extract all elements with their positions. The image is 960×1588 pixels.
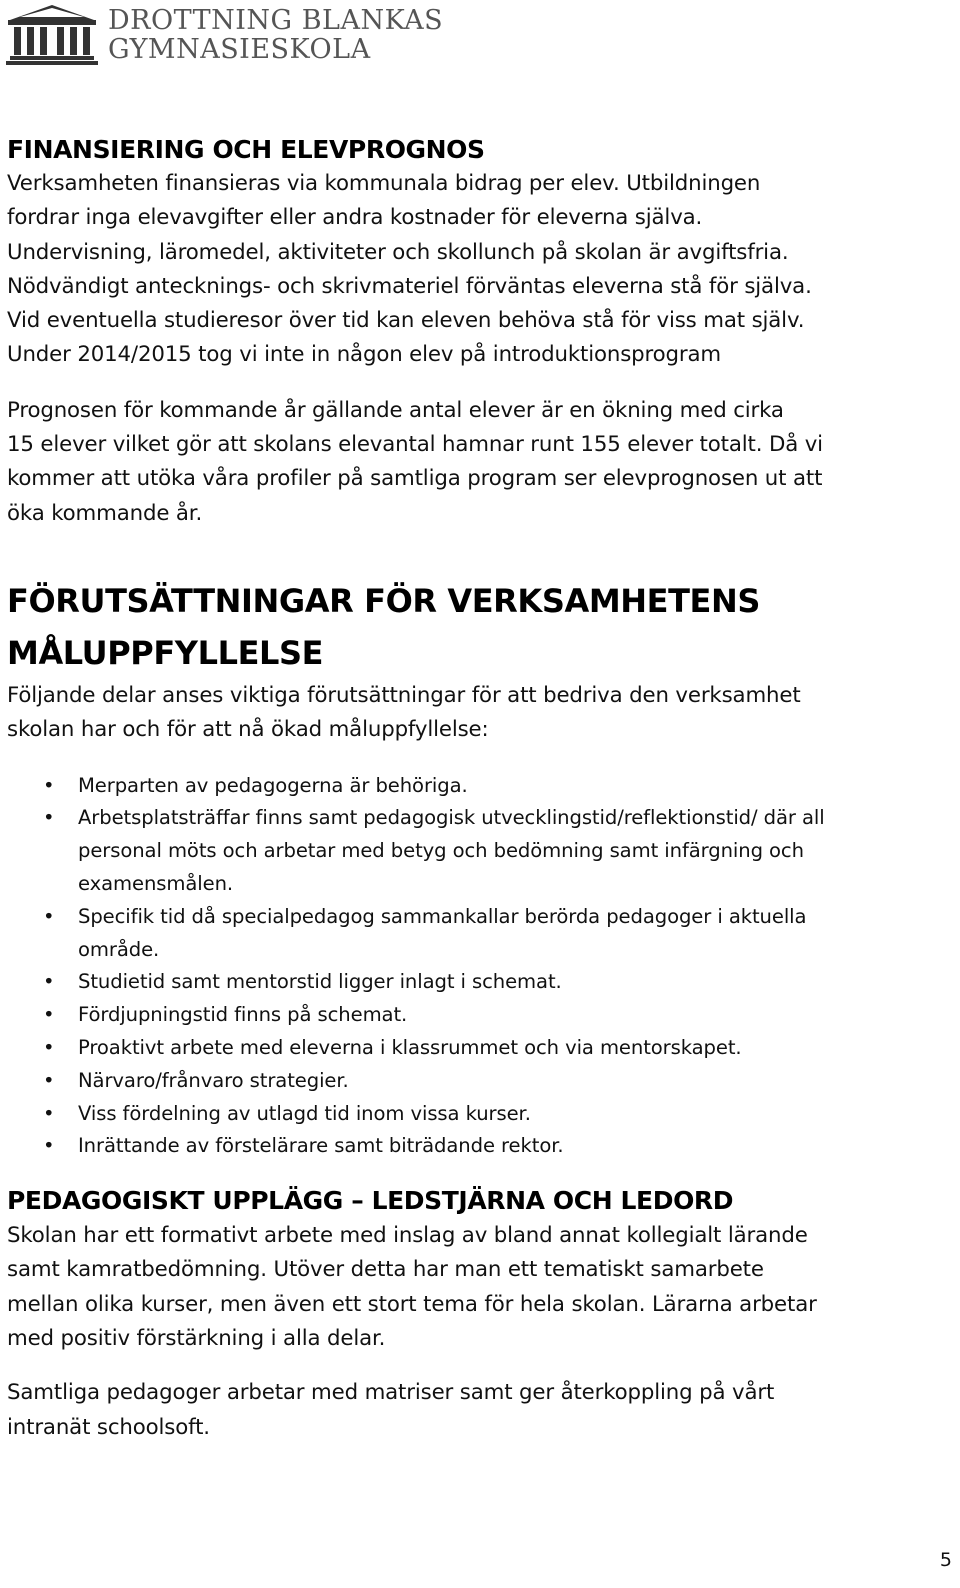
bullet-icon: • (43, 970, 55, 994)
heading-line: FÖRUTSÄTTNINGAR FÖR VERKSAMHETENS (7, 581, 761, 620)
text-line: Inrättande av förstelärare samt biträdande rektor. (78, 1134, 564, 1158)
text-line: Under 2014/2015 tog vi inte in någon elev på introduktionsprogram (7, 342, 722, 368)
list-item (7, 802, 953, 900)
bullet-icon: • (43, 1068, 55, 1092)
text-line: fordrar inga elevavgifter eller andra kostnader för eleverna själva. (7, 205, 703, 231)
text-line: Proaktivt arbete med eleverna i klassrummet och via mentorskapet. (78, 1035, 742, 1059)
conditions-list (7, 770, 953, 1164)
section-heading-conditions (7, 575, 953, 679)
text-line: examensmålen. (78, 871, 234, 895)
list-item (7, 1130, 953, 1163)
text-line: öka kommande år. (7, 500, 203, 526)
list-item (7, 999, 953, 1032)
logo-wordmark (108, 6, 443, 64)
text-line: Undervisning, läromedel, aktiviteter och skollunch på skolan är avgiftsfria. (7, 239, 789, 265)
list-item (7, 1065, 953, 1098)
text-line: Vid eventuella studieresor över tid kan eleven behöva stå för viss mat själv. (7, 308, 805, 334)
text-line: med positiv förstärkning i alla delar. (7, 1326, 386, 1352)
bullet-icon: • (43, 904, 55, 928)
text-line: skolan har och för att nå ökad måluppfyllelse: (7, 717, 489, 743)
heading-line: MÅLUPPFYLLELSE (7, 633, 324, 672)
pedagogy-paragraph-1 (7, 1219, 953, 1356)
bullet-icon: • (43, 1003, 55, 1027)
text-line: Studietid samt mentorstid ligger inlagt i schemat. (78, 970, 562, 994)
temple-logo-icon (6, 4, 98, 66)
text-line: intranät schoolsoft. (7, 1414, 210, 1440)
text-line: kommer att utöka våra profiler på samtliga program ser elevprognosen ut att (7, 466, 823, 492)
text-line: Närvaro/frånvaro strategier. (78, 1068, 349, 1092)
finance-paragraph-1 (7, 167, 953, 373)
pedagogy-paragraph-2 (7, 1376, 953, 1445)
text-line: Fördjupningstid finns på schemat. (78, 1003, 408, 1027)
text-line: samt kamratbedömning. Utöver detta har man ett tematiskt samarbete (7, 1257, 764, 1283)
list-item (7, 1098, 953, 1131)
text-line: Viss fördelning av utlagd tid inom vissa kurser. (78, 1101, 531, 1125)
text-line: Följande delar anses viktiga förutsättningar för att bedriva den verksamhet (7, 682, 801, 708)
document-body (7, 134, 953, 1445)
bullet-icon: • (43, 1035, 55, 1059)
bullet-icon: • (43, 773, 55, 797)
bullet-icon: • (43, 1101, 55, 1125)
section-heading-finance: FINANSIERING OCH ELEVPROGNOS (7, 135, 485, 164)
list-item (7, 966, 953, 999)
text-line: Merparten av pedagogerna är behöriga. (78, 773, 468, 797)
list-item (7, 1032, 953, 1065)
text-line: Verksamheten finansieras via kommunala bidrag per elev. Utbildningen (7, 171, 761, 196)
list-item (7, 901, 953, 967)
text-line: mellan olika kurser, men även ett stort tema för hela skolan. Lärarna arbetar (7, 1291, 817, 1317)
school-logo (6, 2, 443, 68)
bullet-icon: • (43, 806, 55, 830)
text-line: personal möts och arbetar med betyg och bedömning samt infärgning och (78, 839, 804, 863)
section-heading-pedagogy: PEDAGOGISKT UPPLÄGG – LEDSTJÄRNA OCH LEDORD (7, 1186, 734, 1216)
page-number: 5 (939, 1549, 952, 1571)
text-line: Prognosen för kommande år gällande antal elever är en ökning med cirka (7, 397, 784, 423)
finance-paragraph-2 (7, 394, 953, 531)
text-line: Skolan har ett formativt arbete med inslag av bland annat kollegialt lärande (7, 1223, 808, 1249)
conditions-intro (7, 679, 953, 748)
text-line: område. (78, 937, 160, 961)
text-line: 15 elever vilket gör att skolans elevantal hamnar runt 155 elever totalt. Då vi (7, 432, 823, 458)
logo-line: GYMNASIESKOLA (108, 34, 371, 65)
bullet-icon: • (43, 1134, 55, 1158)
text-line: Samtliga pedagoger arbetar med matriser samt ger återkoppling på vårt (7, 1380, 775, 1406)
text-line: Specifik tid då specialpedagog sammankallar berörda pedagoger i aktuella (78, 904, 807, 928)
text-line: Nödvändigt antecknings- och skrivmateriel förväntas eleverna stå för själva. (7, 273, 812, 299)
list-item (7, 770, 953, 803)
logo-line: DROTTNING BLANKAS (108, 5, 444, 36)
text-line: Arbetsplatsträffar finns samt pedagogisk utvecklingstid/reflektionstid/ där all (78, 806, 825, 830)
